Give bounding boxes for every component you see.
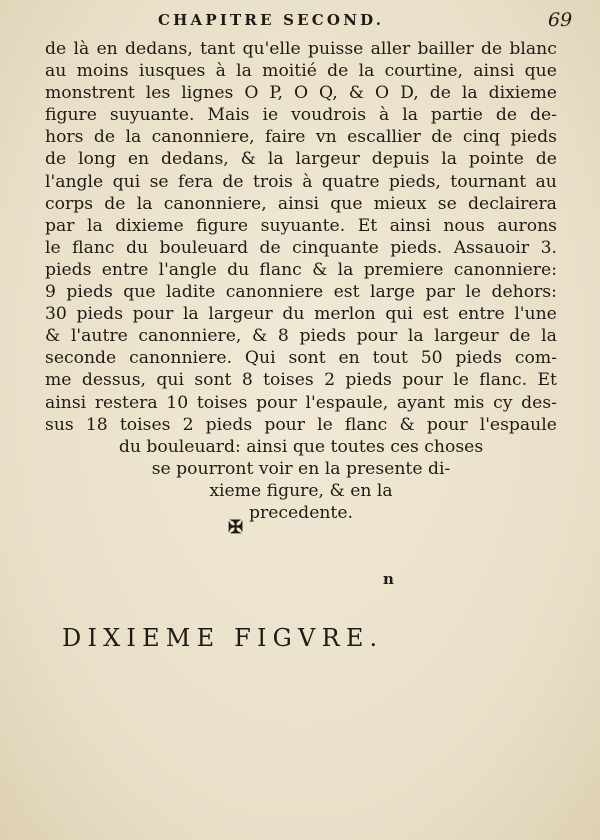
word: qui — [385, 304, 413, 325]
word: l'espaule, — [305, 392, 389, 413]
word: corps — [45, 193, 94, 214]
word: dedans, — [125, 39, 193, 59]
text-line — [45, 104, 557, 126]
word: Mais — [207, 105, 250, 126]
word: pour — [356, 326, 398, 347]
word: & — [45, 326, 61, 347]
word: de — [509, 326, 531, 347]
word: & — [399, 414, 415, 435]
word: de — [495, 105, 518, 126]
word: canonniere: — [453, 259, 557, 280]
word: du — [282, 304, 305, 325]
word: entre — [458, 304, 505, 325]
word: pieds — [510, 127, 557, 148]
text-line: du bouleuard: ainsi que toutes ces choses — [118, 436, 484, 457]
word: trois — [253, 171, 293, 192]
word: D, — [400, 83, 419, 104]
word: tout — [372, 348, 408, 369]
word: monstrent — [45, 83, 135, 104]
word: aller — [370, 39, 411, 59]
word: figure — [196, 215, 249, 236]
word: la — [267, 149, 284, 170]
word: à — [302, 171, 313, 192]
word: pour — [256, 392, 297, 413]
running-head — [0, 9, 600, 35]
word: flanc. — [479, 370, 528, 391]
text-line: se pourront voir en la presente di- — [151, 458, 451, 479]
word: les — [145, 83, 171, 104]
word: figure — [45, 105, 97, 126]
word: suyuante. — [260, 215, 346, 236]
body-text — [45, 38, 557, 524]
word: Et — [357, 215, 378, 236]
word: le — [465, 282, 482, 303]
word: sont — [288, 348, 326, 369]
page-number: 69 — [548, 9, 573, 31]
word: dehors: — [491, 282, 557, 303]
word: du — [125, 237, 149, 258]
text-line — [45, 414, 557, 436]
word: que — [330, 193, 363, 214]
word: me — [45, 370, 72, 391]
text-line — [45, 259, 557, 281]
word: le — [317, 414, 333, 435]
text-line — [45, 171, 557, 193]
word: qui — [156, 370, 184, 391]
word: escallier — [347, 127, 421, 148]
word: la — [358, 61, 375, 82]
word: courtine, — [384, 61, 463, 82]
text-line — [45, 325, 557, 347]
word: des- — [521, 392, 557, 413]
word: la — [182, 304, 199, 325]
word: canonniere — [225, 282, 324, 303]
text-line — [45, 215, 557, 237]
text-line — [45, 303, 557, 325]
word: de — [259, 237, 281, 258]
word: P, — [269, 83, 283, 104]
word: ainsi — [277, 193, 320, 214]
word: flanc — [259, 259, 302, 280]
text-line: precedente. — [249, 502, 353, 523]
word: faire — [264, 127, 306, 148]
word: par — [425, 282, 455, 303]
word: com- — [514, 348, 557, 369]
word: Qui — [244, 348, 276, 369]
word: premiere — [363, 259, 444, 280]
word: largeur — [208, 304, 273, 325]
word: la — [461, 83, 478, 104]
word: de — [45, 149, 67, 170]
word: partie — [430, 105, 483, 126]
word: tant — [200, 39, 236, 59]
word: l'angle — [45, 171, 104, 192]
word: & — [348, 83, 365, 104]
word: pieds — [299, 326, 346, 347]
word: ayant — [396, 392, 446, 413]
word: que — [123, 282, 156, 303]
word: largeur — [295, 149, 360, 170]
word: O — [244, 83, 259, 104]
word: du — [227, 259, 250, 280]
word: Assauoir — [453, 237, 530, 258]
word: iusques — [138, 61, 206, 82]
word: canonniere. — [129, 348, 233, 369]
word: & — [251, 326, 268, 347]
word: puisse — [307, 39, 364, 59]
word: toises — [263, 370, 314, 391]
word: se — [437, 193, 457, 214]
word: 30 — [45, 304, 67, 325]
word: aurons — [497, 215, 557, 236]
word: qu'elle — [242, 39, 301, 59]
word: mis — [453, 392, 485, 413]
word: en — [96, 39, 118, 59]
word: l'angle — [158, 259, 217, 280]
word: l'autre — [70, 326, 128, 347]
word: de — [222, 171, 244, 192]
word: O — [375, 83, 390, 104]
signature-mark: n — [383, 570, 394, 588]
word: canonniere, — [163, 193, 267, 214]
word: ainsi — [473, 61, 515, 82]
word: de — [327, 61, 349, 82]
word: lignes — [181, 83, 234, 104]
word: Et — [537, 370, 557, 391]
text-line — [45, 38, 557, 60]
text-line: xieme figure, & en la — [209, 480, 393, 501]
word: declairera — [468, 193, 557, 214]
word: cy — [493, 392, 513, 413]
word: sont — [194, 370, 232, 391]
word: long — [78, 149, 116, 170]
word: à — [379, 105, 390, 126]
word: de — [480, 39, 503, 59]
text-line — [45, 193, 557, 215]
word: de — [93, 127, 116, 148]
word: la — [402, 105, 418, 126]
word: pieds — [66, 282, 113, 303]
word: pieds, — [388, 171, 441, 192]
word: 50 — [420, 348, 443, 369]
word: canonniere, — [138, 326, 242, 347]
word: bouleuard — [159, 237, 249, 258]
word: flanc — [344, 414, 388, 435]
word: qui — [112, 171, 141, 192]
figure-heading: DIXIEME FIGVRE. — [62, 624, 384, 652]
word: dessus, — [81, 370, 147, 391]
word: depuis — [371, 149, 430, 170]
word: le — [453, 370, 469, 391]
word: quatre — [321, 171, 380, 192]
word: ainsi — [45, 392, 87, 413]
word: à — [215, 61, 226, 82]
word: la — [236, 61, 252, 82]
word: canonniere, — [151, 127, 255, 148]
word: est — [422, 304, 449, 325]
word: ladite — [165, 282, 216, 303]
word: de — [431, 127, 453, 148]
word: moins — [76, 61, 129, 82]
word: tournant — [450, 171, 527, 192]
word: la — [337, 259, 354, 280]
word: de- — [530, 105, 557, 126]
word: au — [45, 61, 67, 82]
word: nous — [443, 215, 485, 236]
fleuron-ornament: ✠ — [228, 517, 244, 538]
word: 8 — [277, 326, 289, 347]
word: bailler — [417, 39, 474, 59]
word: de — [535, 149, 557, 170]
word: là — [73, 39, 90, 59]
word: que — [524, 61, 557, 82]
text-line — [45, 126, 557, 148]
word: blanc — [509, 39, 557, 59]
word: pour — [426, 414, 468, 435]
text-line — [45, 60, 557, 82]
word: en — [127, 149, 150, 170]
word: moitié — [262, 61, 317, 82]
word: la — [125, 127, 142, 148]
word: fera — [178, 171, 214, 192]
text-line — [45, 392, 557, 414]
word: ainsi — [389, 215, 431, 236]
word: toises — [119, 414, 171, 435]
word: dixieme — [115, 215, 184, 236]
word: la — [441, 149, 457, 170]
word: restera — [94, 392, 158, 413]
word: le — [45, 237, 61, 258]
word: sus — [45, 414, 74, 435]
word: voudrois — [291, 105, 367, 126]
word: 3. — [540, 237, 557, 258]
word: pieds — [455, 348, 502, 369]
word: mieux — [373, 193, 427, 214]
text-line — [45, 148, 557, 170]
text-line — [45, 347, 557, 369]
word: large — [369, 282, 416, 303]
word: pieds — [205, 414, 253, 435]
word: cinq — [462, 127, 501, 148]
word: est — [333, 282, 360, 303]
text-line — [45, 82, 557, 104]
text-line — [45, 237, 557, 259]
word: 2 — [324, 370, 335, 391]
word: seconde — [45, 348, 117, 369]
word: pointe — [468, 149, 524, 170]
word: en — [338, 348, 360, 369]
word: pieds — [345, 370, 392, 391]
word: & — [312, 259, 328, 280]
word: 10 — [166, 392, 189, 413]
word: de — [429, 83, 451, 104]
word: se — [149, 171, 169, 192]
word: dixieme — [488, 83, 557, 104]
running-title: CHAPITRE SECOND. — [158, 11, 385, 29]
word: 9 — [45, 282, 56, 303]
word: la — [136, 193, 153, 214]
word: merlon — [314, 304, 376, 325]
word: 2 — [182, 414, 194, 435]
word: par — [45, 215, 75, 236]
word: cinquante — [292, 237, 379, 258]
word: pour — [264, 414, 305, 435]
word: au — [535, 171, 557, 192]
word: O — [293, 83, 309, 104]
word: de — [104, 193, 126, 214]
word: la — [407, 326, 424, 347]
word: toises — [196, 392, 248, 413]
word: dedans, — [160, 149, 229, 170]
word: pour — [402, 370, 443, 391]
word: & — [240, 149, 256, 170]
word: pieds — [76, 304, 124, 325]
word: entre — [101, 259, 149, 280]
word: ie — [262, 105, 279, 126]
word: la — [541, 326, 557, 347]
word: 18 — [85, 414, 108, 435]
word: l'espaule — [479, 414, 557, 435]
text-line — [45, 369, 557, 391]
word: 8 — [241, 370, 253, 391]
word: pieds. — [390, 237, 443, 258]
word: la — [87, 215, 103, 236]
word: vn — [315, 127, 337, 148]
word: pour — [132, 304, 174, 325]
word: l'une — [514, 304, 557, 325]
word: suyuante. — [109, 105, 195, 126]
word: de — [45, 39, 67, 59]
text-line — [45, 281, 557, 303]
word: flanc — [72, 237, 115, 258]
word: pieds — [45, 259, 92, 280]
word: Q, — [319, 83, 338, 104]
word: largeur — [434, 326, 499, 347]
word: hors — [45, 127, 84, 148]
